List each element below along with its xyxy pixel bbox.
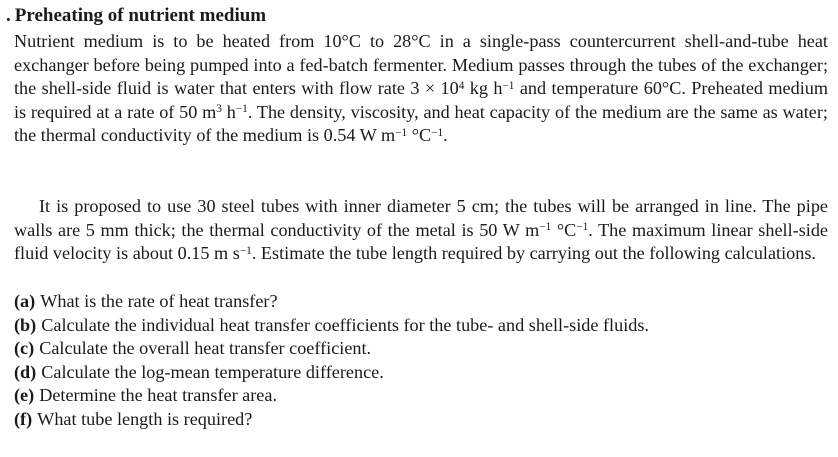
- question-label: (c): [14, 338, 35, 359]
- para1-exponent-3: 3: [216, 103, 222, 116]
- question-text: Calculate the individual heat transfer coefficients for the tube- and shell-side fluids.: [41, 314, 649, 335]
- question-label: (e): [14, 385, 35, 406]
- para2-exponent-2: −1: [576, 220, 589, 233]
- question-item-b: [14, 314, 828, 338]
- para1-text-3: and temperature 60°C. Preheated medium is required at a rate of 50 m: [14, 78, 828, 122]
- problem-number: .: [6, 5, 11, 26]
- para1-exponent-2: −1: [502, 79, 515, 92]
- question-text: Calculate the log-mean temperature difference.: [41, 361, 384, 382]
- question-list: [14, 290, 828, 432]
- question-item-e: [14, 384, 828, 408]
- problem-heading: [6, 4, 266, 28]
- para1-exponent-6: −1: [431, 126, 444, 139]
- question-item-a: [14, 290, 828, 314]
- para1-exponent-1: 4: [458, 79, 465, 92]
- question-label: (a): [14, 291, 36, 311]
- question-item-f: [14, 408, 828, 432]
- question-text: Calculate the overall heat transfer coefficient.: [39, 338, 372, 359]
- para1-text-7: .: [443, 125, 448, 146]
- para2-text-2: °C: [551, 219, 577, 240]
- para2-exponent-1: −1: [539, 220, 552, 233]
- question-text: What tube length is required?: [37, 408, 253, 429]
- para1-text-5: . The density, viscosity, and heat capacity of the medium are the same as water; the thermal conductivity of the medium is 0.54 W m: [14, 101, 828, 146]
- para1-exponent-4: −1: [235, 103, 248, 116]
- question-item-d: [14, 361, 828, 385]
- para2-text-1: It is proposed to use 30 steel tubes with inner diameter 5 cm; the tubes will be arranged in line. The pipe walls are 5 mm thick; the thermal conductivity of the metal is 50 W m: [14, 196, 828, 240]
- question-label: (d): [14, 361, 37, 382]
- para2-text-4: . Estimate the tube length required by carrying out the following calculations.: [251, 243, 816, 264]
- question-text: What is the rate of heat transfer?: [40, 291, 278, 311]
- para1-text-2: kg h: [464, 78, 503, 99]
- para2-exponent-3: −1: [239, 244, 252, 257]
- question-label: (f): [14, 408, 33, 429]
- para1-text-1: Nutrient medium is to be heated from 10°C to 28°C in a single-pass countercurrent shell-and-tube heat exchanger before being pumped into a fed-batch fermenter. Medium passes through the tubes of the exchanger; the shell-side fluid is water that enters with flow rate 3 × 10: [14, 31, 828, 99]
- question-label: (b): [14, 314, 37, 335]
- para1-exponent-5: −1: [395, 126, 408, 139]
- para1-text-6: °C: [407, 125, 432, 146]
- para1-text-4: h: [221, 101, 236, 122]
- problem-paragraph-2: [14, 195, 828, 266]
- para2-text-3: . The maximum linear shell-side fluid velocity is about 0.15 m s: [14, 219, 829, 264]
- problem-title: Preheating of nutrient medium: [14, 5, 267, 26]
- question-item-c: [14, 337, 828, 361]
- problem-paragraph-1: [14, 30, 828, 148]
- question-text: Determine the heat transfer area.: [39, 385, 278, 406]
